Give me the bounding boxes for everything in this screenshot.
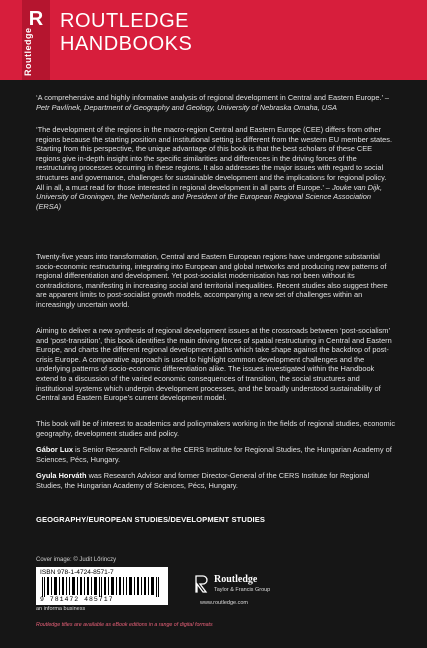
endorsement-quote-1 <box>36 93 396 112</box>
ebook-note: Routledge titles are available as eBook editions in a range of digital formats <box>36 622 213 628</box>
quote-text: ‘A comprehensive and highly informative analysis of regional development in Central and Eastern Europe.’ – <box>36 93 390 102</box>
cover-image-credit: Cover image: © Judit Lőrinczy <box>36 557 117 563</box>
author-bio-text: was Research Advisor and former Director-General of the CERS Institute for Regional Studies, the Hungarian Academy of Sciences, Pécs, Hungary. <box>36 471 370 490</box>
header-banner <box>0 0 427 80</box>
publisher-name: Routledge <box>214 574 258 585</box>
routledge-r-icon: R <box>28 8 44 30</box>
publisher-url[interactable]: www.routledge.com <box>200 600 248 606</box>
author-bio-1 <box>36 445 396 464</box>
brand-line-2: HANDBOOKS <box>60 33 193 55</box>
description-paragraph-2: Aiming to deliver a new synthesis of regional development issues at the crossroads between ‘post-socialism’ and ‘post-transition’, this book identifies the main driving forces of spatial restructuring in Central and Eastern Europe, and charts the different regional development paths which take shape against the backdrop of post-crisis Europe. A comparative approach is used to highlight common development challenges and the underlying patterns of socio-economic differentiation alike. The issues investigated within the Handbook extend to a discussion of the varied economic consequences of transition, the social structures and institutional systems which underpin development processes, and the broadly understood sustainability of Central and Eastern Europe’s current development model. <box>36 326 392 403</box>
author-name: Gyula Horváth <box>36 471 87 480</box>
series-brand <box>60 10 192 56</box>
author-name: Gábor Lux <box>36 445 73 454</box>
description-paragraph-3: This book will be of interest to academics and policymakers working in the fields of regional studies, economic geography, development studies and policy. <box>36 419 396 438</box>
barcode-box <box>36 567 168 605</box>
isbn-text: ISBN 978-1-4724-8571-7 <box>40 569 114 576</box>
quote-text: ‘The development of the regions in the macro-region Central and Eastern Europe (CEE) differs from other regions because the starting position and institutional setting is different from the western EU member states. Starting from this perspective, the unique advantage of this book is that the best scholars of these CEE regions give in-depth insight into the specific similarities and differences in the driving forces of the restructuring processes occurring in these regions. It also addresses the major issues with regard to social structures and governance, challenges for sustainable development and the implications for regional policy. All in all, a must read for those interested in regional development in all parts of Europe.’ – <box>36 125 393 192</box>
publisher-group: Taylor & Francis Group <box>214 587 271 593</box>
vertical-logo-text: Routledge <box>23 27 33 76</box>
barcode-bars <box>40 577 164 597</box>
routledge-logo-icon <box>194 574 210 594</box>
informa-tagline: an informa business <box>36 606 86 612</box>
subject-categories: GEOGRAPHY/EUROPEAN STUDIES/DEVELOPMENT STUDIES <box>36 515 266 524</box>
brand-line-1: ROUTLEDGE <box>60 10 189 32</box>
description-paragraph-1: Twenty-five years into transformation, Central and Eastern European regions have undergone substantial socio-economic restructuring, integrating into European and global networks and producing new patterns of regional differentiation and development. Yet post-socialist modernisation has not been without its contradictions, manifesting in increasing social and territorial inequalities. Recent studies also suggest there are apparent limits to post-socialist growth models, accompanying a new set of challenges within an increasingly uncertain world. <box>36 252 388 309</box>
quote-attribution: Petr Pavlínek, Department of Geography and Geology, University of Nebraska Omaha, USA <box>36 102 337 112</box>
routledge-vertical-logo <box>22 0 50 80</box>
barcode-number: 9 781472 485717 <box>40 596 114 603</box>
author-bio-text: is Senior Research Fellow at the CERS Institute for Regional Studies, the Hungarian Academy of Sciences, Pécs, Hungary. <box>36 445 392 464</box>
quote-attribution: Jouke van Dijk, University of Groningen, the Netherlands and President of the European Regional Science Association (ERSA) <box>36 182 383 211</box>
author-bio-2 <box>36 471 396 490</box>
endorsement-quote-2 <box>36 125 396 211</box>
